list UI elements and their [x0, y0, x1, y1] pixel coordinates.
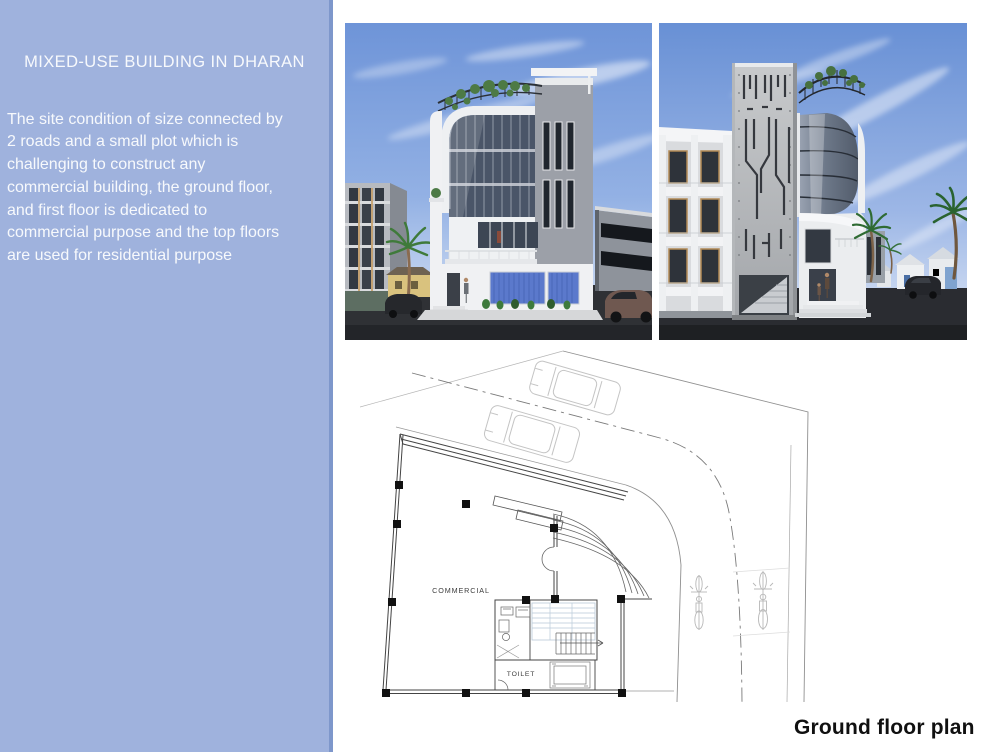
stair-treads	[556, 633, 595, 654]
toilet-fixtures	[550, 662, 590, 688]
front-render-illustration	[345, 23, 652, 340]
road-foreground	[345, 325, 652, 340]
sidewalk	[417, 310, 603, 320]
toilet-door-swing	[498, 680, 508, 690]
upper-window	[805, 229, 831, 263]
corner-render-illustration	[659, 23, 967, 340]
corner-steps	[553, 514, 649, 598]
site-boundary	[360, 351, 808, 702]
patterned-concrete-tower	[732, 63, 797, 320]
second-floor-window	[478, 222, 538, 248]
plan-car-1	[528, 360, 622, 417]
toilet-label: TOILET	[506, 671, 536, 678]
plan-car-2	[483, 404, 581, 464]
left-neighbor-building	[659, 127, 732, 318]
parked-car-brown	[605, 290, 652, 323]
roof-canopy	[531, 68, 597, 76]
left-column	[430, 111, 442, 310]
floor-plan-illustration	[360, 350, 810, 706]
structural-columns	[382, 481, 626, 697]
project-title: MIXED-USE BUILDING IN DHARAN	[24, 53, 305, 71]
sidebar	[0, 0, 333, 752]
commercial-label: COMMERCIAL	[432, 586, 490, 595]
front-view-render	[345, 23, 652, 340]
plan-motorbike-1	[690, 575, 708, 630]
entry-doors	[542, 547, 554, 571]
desk-furniture	[499, 607, 530, 641]
entry-door	[447, 273, 460, 306]
ground-floor-plan-drawing	[360, 350, 810, 706]
entry-volume	[795, 213, 871, 318]
road-centerline	[412, 373, 742, 702]
right-neighbor-building	[595, 206, 652, 291]
entry-glass-door	[809, 269, 836, 301]
curb-line	[626, 485, 681, 702]
shop-shutters	[490, 272, 579, 304]
parking-bay-lines	[733, 568, 790, 636]
building-walls	[383, 434, 674, 694]
road-foreground	[659, 325, 967, 340]
corner-view-render	[659, 23, 967, 340]
plan-motorbike-2	[753, 571, 773, 630]
lobby-door-symbol	[497, 645, 519, 658]
plan-caption: Ground floor plan	[794, 716, 975, 739]
project-description: The site condition of size connected by 2 roads and a small plot which is challenging to construct any commercial building, the ground floor, and first floor is dedicated to commercial purpose and the top floors are used for residential purpose	[7, 110, 283, 264]
